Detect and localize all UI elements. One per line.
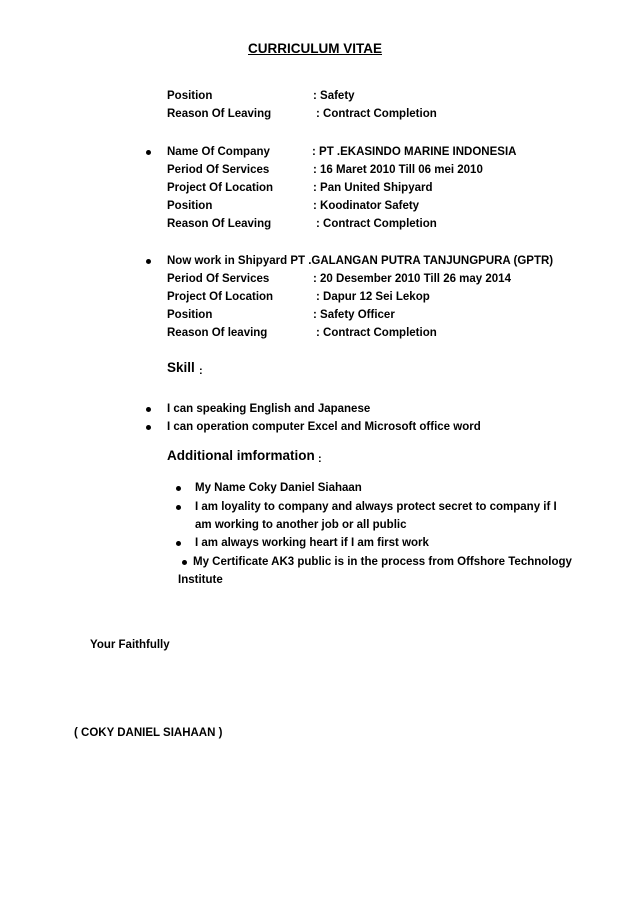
bullet (176, 486, 181, 491)
location-label: Project Of Location (167, 182, 274, 194)
skill-item: I can operation computer Excel and Microsoft office word (167, 421, 481, 433)
company-label: Name Of Company (167, 146, 270, 158)
signature-name: ( COKY DANIEL SIAHAAN ) (74, 727, 223, 739)
bullet (146, 150, 151, 155)
additional-item: I am always working heart if I am first work (195, 537, 429, 549)
location-value: : Pan United Shipyard (313, 182, 433, 194)
position-label: Position (167, 90, 213, 102)
document-title: CURRICULUM VITAE (248, 41, 382, 56)
skill-colon: : (199, 365, 203, 377)
period-label: Period Of Services (167, 273, 270, 285)
additional-item: My Name Coky Daniel Siahaan (195, 482, 362, 494)
additional-item-continued: am working to another job or all public (195, 519, 407, 531)
bullet (146, 259, 151, 264)
additional-colon: : (318, 453, 322, 465)
current-job-header: Now work in Shipyard PT .GALANGAN PUTRA TANJUNGPURA (GPTR) (167, 255, 554, 267)
bullet (146, 407, 151, 412)
company-value: : PT .EKASINDO MARINE INDONESIA (312, 146, 517, 158)
position-value: : Safety (313, 90, 355, 102)
bullet (146, 425, 151, 430)
reason-label: Reason Of Leaving (167, 108, 272, 120)
location-label: Project Of Location (167, 291, 274, 303)
bullet (176, 541, 181, 546)
reason-value: : Contract Completion (316, 327, 437, 339)
reason-label: Reason Of leaving (167, 327, 268, 339)
position-value: : Safety Officer (313, 309, 395, 321)
additional-item-continued: Institute (178, 574, 223, 586)
reason-value: : Contract Completion (316, 108, 437, 120)
period-value: : 20 Desember 2010 Till 26 may 2014 (313, 273, 511, 285)
period-value: : 16 Maret 2010 Till 06 mei 2010 (313, 164, 483, 176)
location-value: : Dapur 12 Sei Lekop (316, 291, 430, 303)
additional-item: I am loyality to company and always protect secret to company if I (195, 501, 557, 513)
closing: Your Faithfully (90, 639, 170, 651)
position-label: Position (167, 200, 213, 212)
skill-item: I can speaking English and Japanese (167, 403, 371, 415)
bullet (176, 505, 181, 510)
reason-label: Reason Of Leaving (167, 218, 272, 230)
skill-heading: Skill (167, 360, 195, 375)
bullet (182, 560, 187, 565)
additional-item: My Certificate AK3 public is in the process from Offshore Technology (193, 556, 572, 568)
reason-value: : Contract Completion (316, 218, 437, 230)
additional-heading: Additional imformation (167, 448, 315, 463)
position-label: Position (167, 309, 213, 321)
position-value: : Koodinator Safety (313, 200, 420, 212)
period-label: Period Of Services (167, 164, 270, 176)
